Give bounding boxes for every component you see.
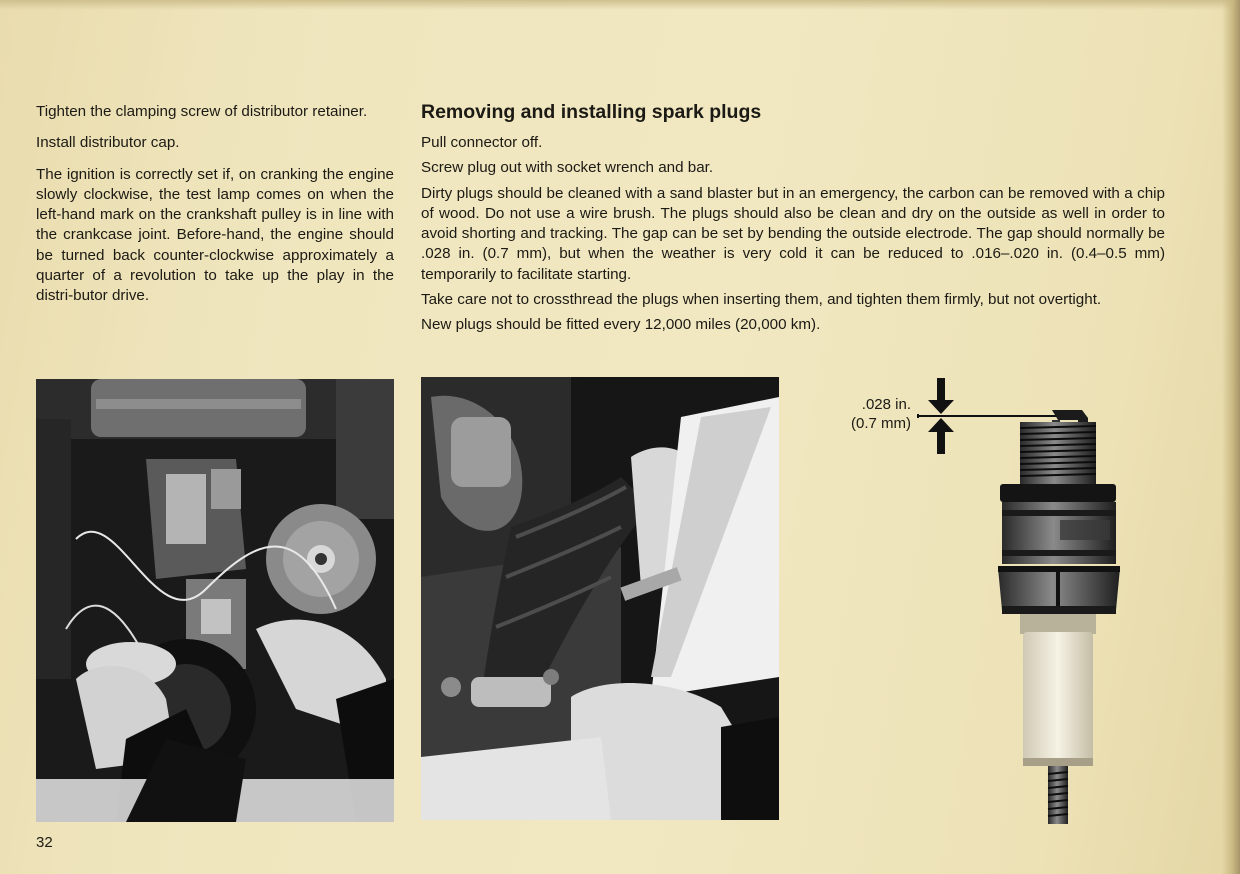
engine-distributor-photo bbox=[36, 379, 394, 822]
spark-plug-removal-photo bbox=[421, 377, 779, 820]
page-edge-shadow bbox=[1222, 0, 1240, 874]
terminal-stud-icon bbox=[1048, 766, 1068, 824]
paragraph-screw-plug-out: Screw plug out with socket wrench and bar. bbox=[421, 159, 714, 177]
ceramic-insulator-icon bbox=[1020, 614, 1096, 766]
right-text-column bbox=[421, 100, 1165, 341]
page-top-shadow bbox=[0, 0, 1240, 10]
spark-plug-diagram bbox=[820, 370, 1140, 840]
page-number: 32 bbox=[36, 834, 53, 851]
thread-section-icon bbox=[1020, 422, 1096, 484]
plug-body-icon bbox=[1002, 502, 1116, 564]
gap-label-inches: .028 in. bbox=[861, 396, 911, 413]
section-heading: Removing and installing spark plugs bbox=[421, 101, 762, 123]
paragraph-distributor-cap: Install distributor cap. bbox=[36, 134, 180, 152]
gasket-icon bbox=[1000, 484, 1116, 502]
hex-nut-icon bbox=[998, 566, 1120, 614]
paragraph-cleaning-plugs: Dirty plugs should be cleaned with a sand blaster but in an emergency, the carbon can be removed with a chip of wood. Do not use a wire brush. The plugs should also be clean and dry on the outside as well in order to avoid shorting and tracking. The gap can be set by bending the outside electrode. The gap should normally be .028 in. (0.7 mm), but when the weather is very cold it can be reduced to .016–.020 in. (0.4–0.5 mm) temporarily to facilitate starting. bbox=[421, 184, 1165, 283]
paragraph-crossthread-warning: Take care not to crossthread the plugs when inserting them, and tighten them firmly, but not overtight. bbox=[421, 291, 1102, 309]
paragraph-distributor-retainer: Tighten the clamping screw of distributor retainer. bbox=[36, 103, 368, 120]
paragraph-replacement-interval: New plugs should be fitted every 12,000 miles (20,000 km). bbox=[421, 316, 821, 334]
paragraph-pull-connector: Pull connector off. bbox=[421, 134, 543, 151]
paragraph-ignition-timing: The ignition is correctly set if, on cranking the engine slowly clockwise, the test lamp comes on when the left-hand mark on the crankshaft pulley is in line with the crankcase joint. Before-hand, the engine should be turned back counter-clockwise approximately a quarter of a revolution to take up the play in the distri-butor drive. bbox=[36, 165, 394, 305]
gap-label-millimeters: (0.7 mm) bbox=[851, 415, 911, 432]
left-text-column bbox=[36, 102, 394, 318]
